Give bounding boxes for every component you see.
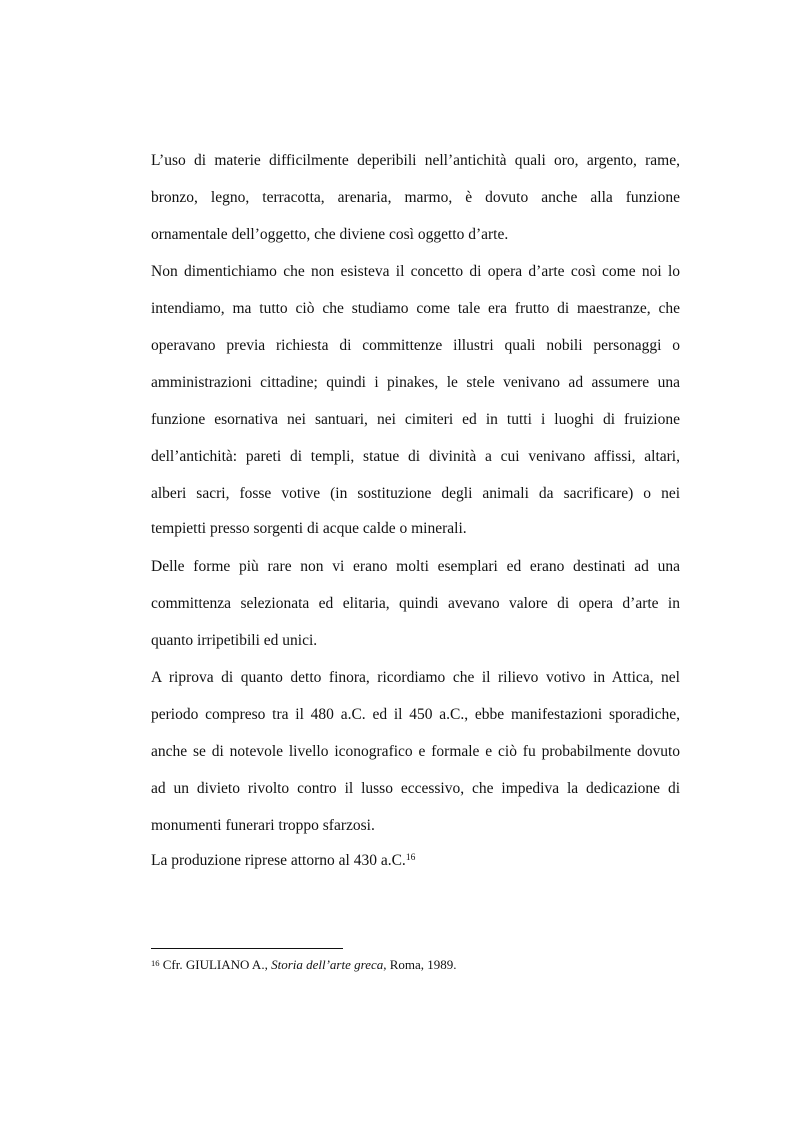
paragraph-2-line-5: funzione esornativa nei santuari, nei cimiteri ed in tutti i luoghi di fruizione xyxy=(151,411,680,428)
paragraph-3-line-2: committenza selezionata ed elitaria, quindi avevano valore di opera d’arte in xyxy=(151,595,680,612)
footnote-title: Storia dell’arte greca xyxy=(271,957,384,972)
paragraph-4-line-4: ad un divieto rivolto contro il lusso eccessivo, che impediva la dedicazione di xyxy=(151,780,680,797)
paragraph-2-line-4: amministrazioni cittadine; quindi i pinakes, le stele venivano ad assumere una xyxy=(151,374,680,391)
paragraph-4-line-1: A riprova di quanto detto finora, ricordiamo che il rilievo votivo in Attica, nel xyxy=(151,669,680,686)
paragraph-2-line-8: tempietti presso sorgenti di acque calde o minerali. xyxy=(151,520,467,537)
paragraph-2-line-2: intendiamo, ma tutto ciò che studiamo come tale era frutto di maestranze, che xyxy=(151,300,680,317)
paragraph-4-line-2: periodo compreso tra il 480 a.C. ed il 450 a.C., ebbe manifestazioni sporadiche, xyxy=(151,706,680,723)
footnote-suffix: , Roma, 1989. xyxy=(383,957,457,972)
footnote-number: 16 xyxy=(151,958,160,968)
paragraph-3-line-1: Delle forme più rare non vi erano molti esemplari ed erano destinati ad una xyxy=(151,558,680,575)
footnote xyxy=(151,956,457,974)
footnote-reference[interactable]: 16 xyxy=(405,853,416,863)
paragraph-2-line-7: alberi sacri, fosse votive (in sostituzione degli animali da sacrificare) o nei xyxy=(151,485,680,502)
paragraph-5-line-1 xyxy=(151,851,680,871)
paragraph-1-line-1: L’uso di materie difficilmente deperibili nell’antichità quali oro, argento, rame, xyxy=(151,152,680,169)
paragraph-2-line-1: Non dimentichiamo che non esisteva il concetto di opera d’arte così come noi lo xyxy=(151,263,680,280)
paragraph-2-line-3: operavano previa richiesta di committenze illustri quali nobili personaggi o xyxy=(151,337,680,354)
paragraph-1-line-3: ornamentale dell’oggetto, che diviene così oggetto d’arte. xyxy=(151,226,509,243)
paragraph-5-text: La produzione riprese attorno al 430 a.C. xyxy=(151,852,406,869)
paragraph-4-line-3: anche se di notevole livello iconografico e formale e ciò fu probabilmente dovuto xyxy=(151,743,680,760)
paragraph-1-line-2: bronzo, legno, terracotta, arenaria, marmo, è dovuto anche alla funzione xyxy=(151,189,680,206)
footnote-prefix: Cfr. GIULIANO A., xyxy=(159,957,272,972)
paragraph-3-line-3: quanto irripetibili ed unici. xyxy=(151,632,318,649)
paragraph-4-line-5: monumenti funerari troppo sfarzosi. xyxy=(151,817,375,834)
footnote-separator xyxy=(151,948,343,949)
paragraph-2-line-6: dell’antichità: pareti di templi, statue di divinità a cui venivano affissi, altari, xyxy=(151,448,680,465)
